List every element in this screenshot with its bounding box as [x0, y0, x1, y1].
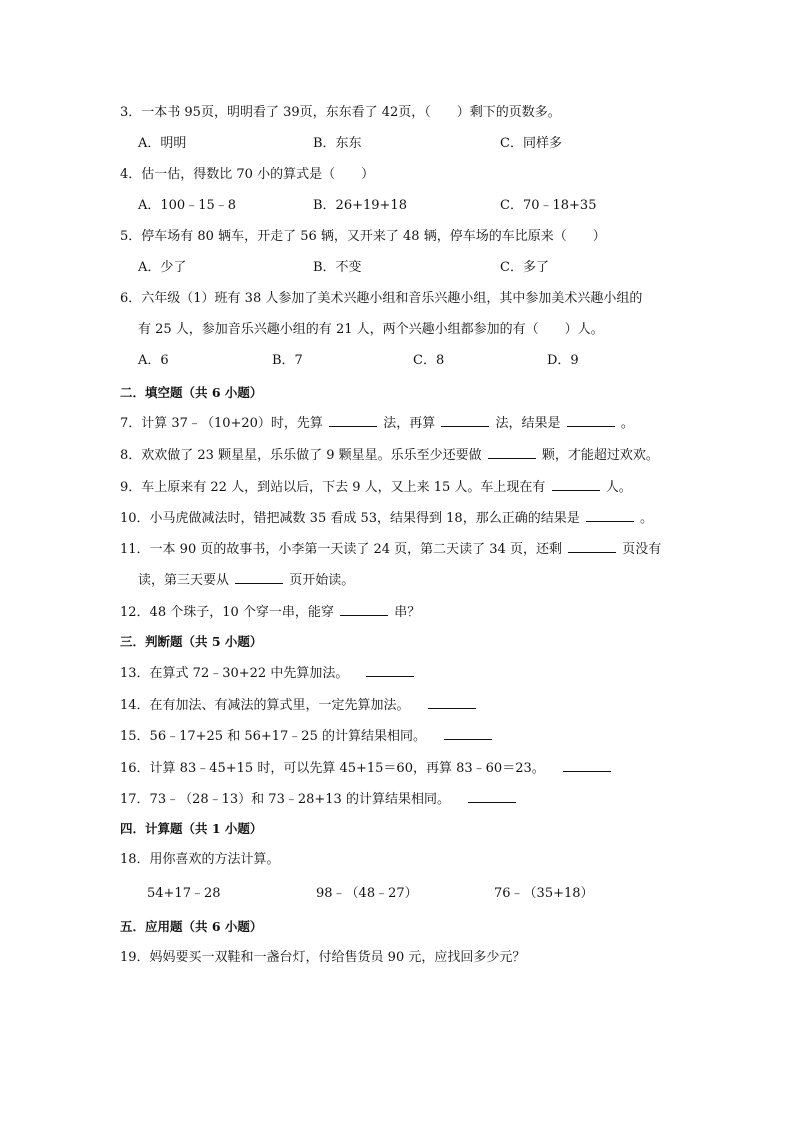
question-7 — [120, 414, 634, 433]
q7-blank-3 — [567, 414, 615, 427]
question-12 — [120, 603, 420, 622]
q9-text-a: 9．车上原来有 22 人，到站以后，下去 9 人，又上来 15 人。车上现在有 — [120, 480, 546, 495]
question-16 — [120, 759, 613, 778]
q12-blank — [340, 603, 388, 616]
question-11-line2 — [138, 571, 354, 590]
section-true-false-heading: 三．判断题（共 5 小题） — [120, 634, 263, 649]
question-15 — [120, 727, 494, 746]
q3-option-a: A．明明 — [138, 136, 187, 151]
q6-option-b: B．7 — [272, 353, 303, 368]
q11-text-b: 页没有 — [622, 542, 662, 557]
q10-text-b: 。 — [639, 511, 653, 526]
question-11-line1 — [120, 540, 661, 559]
q10-text-a: 10．小马虎做减法时，错把减数 35 看成 53，结果得到 18，那么正确的结果是 — [120, 511, 580, 526]
q3-option-c: C．同样多 — [500, 136, 562, 151]
question-5-text: 5．停车场有 80 辆车，开走了 56 辆，又开来了 48 辆，停车场的车比原来（ ） — [120, 229, 606, 244]
section-word-problems-heading: 五．应用题（共 6 小题） — [120, 919, 263, 934]
q7-text-c: 法，结果是 — [495, 416, 561, 431]
question-17 — [120, 790, 518, 809]
q11-blank-2 — [235, 571, 283, 584]
q7-text-a: 7．计算 37﹣（10+20）时，先算 — [120, 416, 323, 431]
q7-blank-1 — [329, 414, 377, 427]
q16-blank — [563, 759, 611, 772]
q6-option-c: C．8 — [413, 353, 445, 368]
q15-blank — [444, 727, 492, 740]
q14-blank — [428, 696, 476, 709]
q8-text-b: 颗，才能超过欢欢。 — [541, 448, 659, 463]
q18-expression-3: 76﹣（35+18） — [494, 886, 594, 901]
question-4-text: 4．估一估，得数比 70 小的算式是（ ） — [120, 167, 375, 182]
q11-text-d: 页开始读。 — [289, 573, 355, 588]
q5-option-c: C．多了 — [500, 260, 549, 275]
question-6-text-line2: 有 25 人，参加音乐兴趣小组的有 21 人，两个兴趣小组都参加的有（ ）人。 — [138, 322, 604, 337]
q13-text: 13．在算式 72﹣30+22 中先算加法。 — [120, 666, 349, 681]
section-fill-in-heading: 二．填空题（共 6 小题） — [120, 385, 263, 400]
q11-blank-1 — [568, 540, 616, 553]
q17-blank — [468, 790, 516, 803]
q12-text-b: 串？ — [394, 605, 421, 620]
q4-option-c: C．70﹣18+35 — [500, 198, 597, 213]
q8-blank — [488, 446, 536, 459]
q12-text-a: 12．48 个珠子，10 个穿一串，能穿 — [120, 605, 334, 620]
section-calculation-heading: 四．计算题（共 1 小题） — [120, 821, 263, 836]
q18-expression-2: 98﹣（48﹣27） — [316, 886, 418, 901]
q14-text: 14．在有加法、有减法的算式里，一定先算加法。 — [120, 698, 410, 713]
question-6-text-line1: 6．六年级（1）班有 38 人参加了美术兴趣小组和音乐兴趣小组，其中参加美术兴趣小组的 — [120, 291, 643, 306]
q6-option-d: D．9 — [547, 353, 579, 368]
q9-text-b: 人。 — [605, 480, 632, 495]
q7-text-b: 法，再算 — [383, 416, 436, 431]
question-18-text: 18．用你喜欢的方法计算。 — [120, 852, 280, 867]
q6-option-a: A．6 — [138, 353, 169, 368]
question-9 — [120, 478, 632, 497]
q9-blank — [552, 478, 600, 491]
q13-blank — [366, 664, 414, 677]
question-14 — [120, 696, 478, 715]
question-8 — [120, 446, 659, 465]
q11-text-c: 读，第三天要从 — [138, 573, 230, 588]
q10-blank — [586, 509, 634, 522]
q18-expression-1: 54+17﹣28 — [147, 886, 221, 901]
q7-blank-2 — [441, 414, 489, 427]
q5-option-a: A．少了 — [138, 260, 187, 275]
q16-text: 16．计算 83﹣45+15 时，可以先算 45+15＝60，再算 83﹣60＝23。 — [120, 761, 545, 776]
q7-text-d: 。 — [620, 416, 634, 431]
q15-text: 15．56﹣17+25 和 56+17﹣25 的计算结果相同。 — [120, 729, 426, 744]
q4-option-b: B．26+19+18 — [313, 198, 407, 213]
q17-text: 17．73﹣（28﹣13）和 73﹣28+13 的计算结果相同。 — [120, 792, 450, 807]
question-19-text: 19．妈妈要买一双鞋和一盏台灯，付给售货员 90 元，应找回多少元？ — [120, 950, 526, 965]
q3-option-b: B．东东 — [313, 136, 362, 151]
q5-option-b: B．不变 — [313, 260, 362, 275]
question-13 — [120, 664, 416, 683]
q8-text-a: 8．欢欢做了 23 颗星星，乐乐做了 9 颗星星。乐乐至少还要做 — [120, 448, 482, 463]
q11-text-a: 11．一本 90 页的故事书，小李第一天读了 24 页，第二天读了 34 页，还剩 — [120, 542, 562, 557]
question-3-text: 3．一本书 95页，明明看了 39页，东东看了 42页，（ ）剩下的页数多。 — [120, 105, 561, 120]
question-10 — [120, 509, 653, 528]
q4-option-a: A．100﹣15﹣8 — [138, 198, 237, 213]
